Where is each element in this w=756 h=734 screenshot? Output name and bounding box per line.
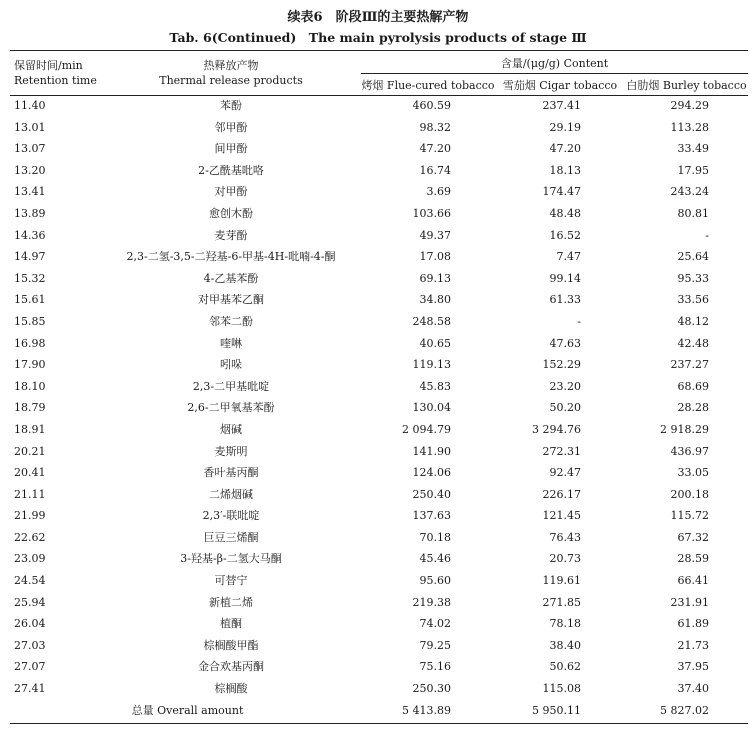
product-cell: 吲哚 bbox=[220, 358, 242, 372]
retention-time-cell: 26.04 bbox=[14, 617, 46, 631]
cigar-cell: 50.20 bbox=[549, 401, 581, 415]
product-cell: 金合欢基丙酮 bbox=[198, 660, 264, 674]
table-row bbox=[0, 441, 756, 463]
flue-cured-cell: 124.06 bbox=[412, 466, 451, 480]
table-row bbox=[0, 203, 756, 225]
flue-cured-cell: 17.08 bbox=[419, 250, 451, 264]
cigar-cell: 7.47 bbox=[556, 250, 581, 264]
cigar-cell: 23.20 bbox=[549, 379, 581, 393]
total-burley: 5 827.02 bbox=[660, 703, 709, 717]
product-cell: 4-乙基苯酚 bbox=[203, 271, 259, 285]
table-row bbox=[0, 354, 756, 376]
table-row bbox=[0, 225, 756, 247]
table-row bbox=[0, 656, 756, 678]
table-row bbox=[0, 505, 756, 527]
retention-time-cell: 11.40 bbox=[14, 99, 46, 112]
burley-cell: 113.28 bbox=[670, 120, 709, 134]
product-cell: 麦斯明 bbox=[214, 444, 248, 458]
retention-time-cell: 27.41 bbox=[14, 682, 46, 696]
burley-cell: 66.41 bbox=[677, 574, 709, 588]
product-cell: 2,6-二甲氧基苯酚 bbox=[187, 401, 275, 415]
flue-cured-cell: 70.18 bbox=[419, 530, 451, 544]
cigar-cell: 47.63 bbox=[549, 336, 581, 350]
header-retention-time bbox=[14, 58, 97, 88]
cigar-cell: 226.17 bbox=[542, 487, 581, 501]
product-cell: 植酮 bbox=[220, 617, 242, 631]
burley-cell: 231.91 bbox=[670, 595, 709, 609]
flue-cured-cell: 45.83 bbox=[419, 379, 451, 393]
retention-time-cell: 15.85 bbox=[14, 314, 46, 328]
burley-cell: 237.27 bbox=[670, 358, 709, 372]
retention-time-cell: 13.41 bbox=[14, 185, 46, 199]
product-cell: 2,3′-联吡啶 bbox=[202, 509, 260, 523]
burley-cell: 37.95 bbox=[677, 660, 709, 674]
product-cell: 邻甲酚 bbox=[214, 120, 248, 134]
flue-cured-cell: 16.74 bbox=[419, 163, 451, 177]
product-cell: 间甲酚 bbox=[214, 142, 248, 156]
table-row bbox=[0, 484, 756, 506]
cigar-cell: 174.47 bbox=[542, 185, 581, 199]
burley-cell: 42.48 bbox=[677, 336, 709, 350]
retention-time-cell: 27.03 bbox=[14, 638, 46, 652]
header-products-zh: 热释放产物 bbox=[203, 59, 259, 72]
retention-time-cell: 13.20 bbox=[14, 163, 46, 177]
burley-cell: 95.33 bbox=[677, 271, 709, 285]
product-cell: 2-乙酰基吡咯 bbox=[198, 163, 264, 177]
table-row bbox=[0, 268, 756, 290]
table-row bbox=[0, 311, 756, 333]
flue-cured-cell: 45.46 bbox=[419, 552, 451, 566]
cigar-cell: 121.45 bbox=[542, 509, 581, 523]
product-cell: 对甲基苯乙酮 bbox=[198, 293, 264, 307]
flue-cured-cell: 137.63 bbox=[412, 509, 451, 523]
flue-cured-cell: 2 094.79 bbox=[402, 422, 451, 436]
header-retention-en: Retention time bbox=[14, 74, 97, 87]
retention-time-cell: 18.10 bbox=[14, 379, 46, 393]
table-row bbox=[0, 95, 756, 117]
cigar-cell: 271.85 bbox=[542, 595, 581, 609]
burley-cell: 21.73 bbox=[677, 638, 709, 652]
total-label: 总量 Overall amount bbox=[131, 703, 244, 717]
flue-cured-cell: 74.02 bbox=[419, 617, 451, 631]
flue-cured-cell: 250.40 bbox=[412, 487, 451, 501]
product-cell: 棕榈酸甲酯 bbox=[203, 638, 259, 652]
product-cell: 2,3-二甲基吡啶 bbox=[192, 379, 270, 393]
product-cell: 喹啉 bbox=[220, 336, 242, 350]
flue-cured-cell: 49.37 bbox=[419, 228, 451, 242]
cigar-cell: 115.08 bbox=[542, 682, 581, 696]
burley-cell: 436.97 bbox=[670, 444, 709, 458]
cigar-cell: 29.19 bbox=[549, 120, 581, 134]
table-row bbox=[0, 678, 756, 700]
retention-time-cell: 18.79 bbox=[14, 401, 46, 415]
burley-cell: 67.32 bbox=[677, 530, 709, 544]
flue-cured-cell: 69.13 bbox=[419, 271, 451, 285]
retention-time-cell: 16.98 bbox=[14, 336, 46, 350]
flue-cured-cell: 40.65 bbox=[419, 336, 451, 350]
table-row bbox=[0, 246, 756, 268]
table-row bbox=[0, 333, 756, 355]
cigar-cell: 48.48 bbox=[549, 206, 581, 220]
retention-time-cell: 27.07 bbox=[14, 660, 46, 674]
flue-cured-cell: 34.80 bbox=[419, 293, 451, 307]
table-row bbox=[0, 376, 756, 398]
table-row bbox=[0, 289, 756, 311]
product-cell: 棕榈酸 bbox=[214, 682, 248, 696]
header-burley: 白肋烟 Burley tobacco bbox=[626, 79, 747, 92]
cigar-cell: 61.33 bbox=[549, 293, 581, 307]
cigar-cell: 38.40 bbox=[549, 638, 581, 652]
burley-cell: 17.95 bbox=[677, 163, 709, 177]
product-cell: 可替宁 bbox=[214, 574, 248, 588]
burley-cell: 61.89 bbox=[677, 617, 709, 631]
flue-cured-cell: 250.30 bbox=[412, 682, 451, 696]
burley-cell: 68.69 bbox=[677, 379, 709, 393]
header-products-en: Thermal release products bbox=[159, 74, 303, 87]
product-cell: 对甲酚 bbox=[214, 185, 248, 199]
table-row bbox=[0, 419, 756, 441]
retention-time-cell: 17.90 bbox=[14, 358, 46, 372]
flue-cured-cell: 95.60 bbox=[419, 574, 451, 588]
cigar-cell: 237.41 bbox=[542, 99, 581, 112]
flue-cured-cell: 79.25 bbox=[419, 638, 451, 652]
flue-cured-cell: 3.69 bbox=[426, 185, 451, 199]
retention-time-cell: 23.09 bbox=[14, 552, 46, 566]
burley-cell: 33.49 bbox=[677, 142, 709, 156]
table-row bbox=[0, 570, 756, 592]
flue-cured-cell: 75.16 bbox=[419, 660, 451, 674]
table-row bbox=[0, 548, 756, 570]
product-cell: 麦芽酚 bbox=[214, 228, 248, 242]
table-row bbox=[0, 117, 756, 139]
retention-time-cell: 21.99 bbox=[14, 509, 46, 523]
retention-time-cell: 13.01 bbox=[14, 120, 46, 134]
flue-cured-cell: 141.90 bbox=[412, 444, 451, 458]
burley-cell: 294.29 bbox=[670, 99, 709, 112]
retention-time-cell: 20.41 bbox=[14, 466, 46, 480]
total-flue-cured: 5 413.89 bbox=[402, 703, 451, 717]
product-cell: 新植二烯 bbox=[209, 595, 253, 609]
cigar-cell: 3 294.76 bbox=[532, 422, 581, 436]
table-row bbox=[0, 635, 756, 657]
cigar-cell: 20.73 bbox=[549, 552, 581, 566]
table-body bbox=[0, 95, 756, 721]
burley-cell: 28.59 bbox=[677, 552, 709, 566]
burley-cell: 48.12 bbox=[677, 314, 709, 328]
table-caption-en: Tab. 6(Continued) The main pyrolysis products of stage Ⅲ bbox=[169, 30, 587, 45]
cigar-cell: 119.61 bbox=[542, 574, 581, 588]
flue-cured-cell: 119.13 bbox=[412, 358, 451, 372]
cigar-cell: 76.43 bbox=[549, 530, 581, 544]
burley-cell: 200.18 bbox=[670, 487, 709, 501]
table-row bbox=[0, 181, 756, 203]
retention-time-cell: 14.97 bbox=[14, 250, 46, 264]
cigar-cell: 152.29 bbox=[542, 358, 581, 372]
flue-cured-cell: 130.04 bbox=[412, 401, 451, 415]
header-products bbox=[110, 58, 352, 88]
flue-cured-cell: 103.66 bbox=[412, 206, 451, 220]
flue-cured-cell: 219.38 bbox=[412, 595, 451, 609]
cigar-cell: 99.14 bbox=[549, 271, 581, 285]
cigar-cell: 16.52 bbox=[549, 228, 581, 242]
cigar-cell: 272.31 bbox=[542, 444, 581, 458]
burley-cell: 243.24 bbox=[670, 185, 709, 199]
burley-cell: 25.64 bbox=[677, 250, 709, 264]
table-row bbox=[0, 462, 756, 484]
flue-cured-cell: 98.32 bbox=[419, 120, 451, 134]
product-cell: 烟碱 bbox=[220, 422, 242, 436]
table-row bbox=[0, 397, 756, 419]
burley-cell: - bbox=[705, 228, 709, 242]
retention-time-cell: 24.54 bbox=[14, 574, 46, 588]
header-cigar: 雪茄烟 Cigar tobacco bbox=[502, 79, 618, 92]
product-cell: 二烯烟碱 bbox=[209, 487, 253, 501]
retention-time-cell: 22.62 bbox=[14, 530, 46, 544]
top-rule bbox=[10, 50, 748, 51]
cigar-cell: - bbox=[577, 314, 581, 328]
retention-time-cell: 18.91 bbox=[14, 422, 46, 436]
cigar-cell: 92.47 bbox=[549, 466, 581, 480]
bottom-rule bbox=[10, 723, 748, 724]
flue-cured-cell: 460.59 bbox=[412, 99, 451, 112]
table-row bbox=[0, 592, 756, 614]
header-content: 含量/(μg/g) Content bbox=[500, 57, 609, 70]
product-cell: 2,3-二氢-3,5-二羟基-6-甲基-4H-吡喃-4-酮 bbox=[126, 250, 336, 264]
total-cigar: 5 950.11 bbox=[532, 703, 581, 717]
burley-cell: 115.72 bbox=[670, 509, 709, 523]
retention-time-cell: 15.32 bbox=[14, 271, 46, 285]
flue-cured-cell: 248.58 bbox=[412, 314, 451, 328]
retention-time-cell: 13.07 bbox=[14, 142, 46, 156]
cigar-cell: 47.20 bbox=[549, 142, 581, 156]
table-row bbox=[0, 138, 756, 160]
flue-cured-cell: 47.20 bbox=[419, 142, 451, 156]
table-caption-zh: 续表6 阶段Ⅲ的主要热解产物 bbox=[287, 10, 469, 25]
retention-time-cell: 15.61 bbox=[14, 293, 46, 307]
product-cell: 巨豆三烯酮 bbox=[203, 530, 259, 544]
burley-cell: 2 918.29 bbox=[660, 422, 709, 436]
burley-cell: 37.40 bbox=[677, 682, 709, 696]
retention-time-cell: 21.11 bbox=[14, 487, 46, 501]
retention-time-cell: 14.36 bbox=[14, 228, 46, 242]
product-cell: 香叶基丙酮 bbox=[203, 466, 259, 480]
cigar-cell: 78.18 bbox=[549, 617, 581, 631]
burley-cell: 28.28 bbox=[677, 401, 709, 415]
product-cell: 苯酚 bbox=[220, 99, 242, 112]
burley-cell: 33.05 bbox=[677, 466, 709, 480]
content-group-rule bbox=[361, 73, 748, 74]
retention-time-cell: 13.89 bbox=[14, 206, 46, 220]
burley-cell: 80.81 bbox=[677, 206, 709, 220]
table-row bbox=[0, 613, 756, 635]
table-row bbox=[0, 160, 756, 182]
cigar-cell: 50.62 bbox=[549, 660, 581, 674]
retention-time-cell: 20.21 bbox=[14, 444, 46, 458]
header-retention-zh: 保留时间/min bbox=[14, 59, 83, 72]
cigar-cell: 18.13 bbox=[549, 163, 581, 177]
product-cell: 邻苯二酚 bbox=[209, 314, 253, 328]
product-cell: 愈创木酚 bbox=[209, 206, 253, 220]
product-cell: 3-羟基-β-二氢大马酮 bbox=[180, 552, 282, 566]
burley-cell: 33.56 bbox=[677, 293, 709, 307]
table-row bbox=[0, 527, 756, 549]
header-flue-cured: 烤烟 Flue-cured tobacco bbox=[361, 79, 495, 92]
retention-time-cell: 25.94 bbox=[14, 595, 46, 609]
total-row bbox=[0, 700, 756, 722]
